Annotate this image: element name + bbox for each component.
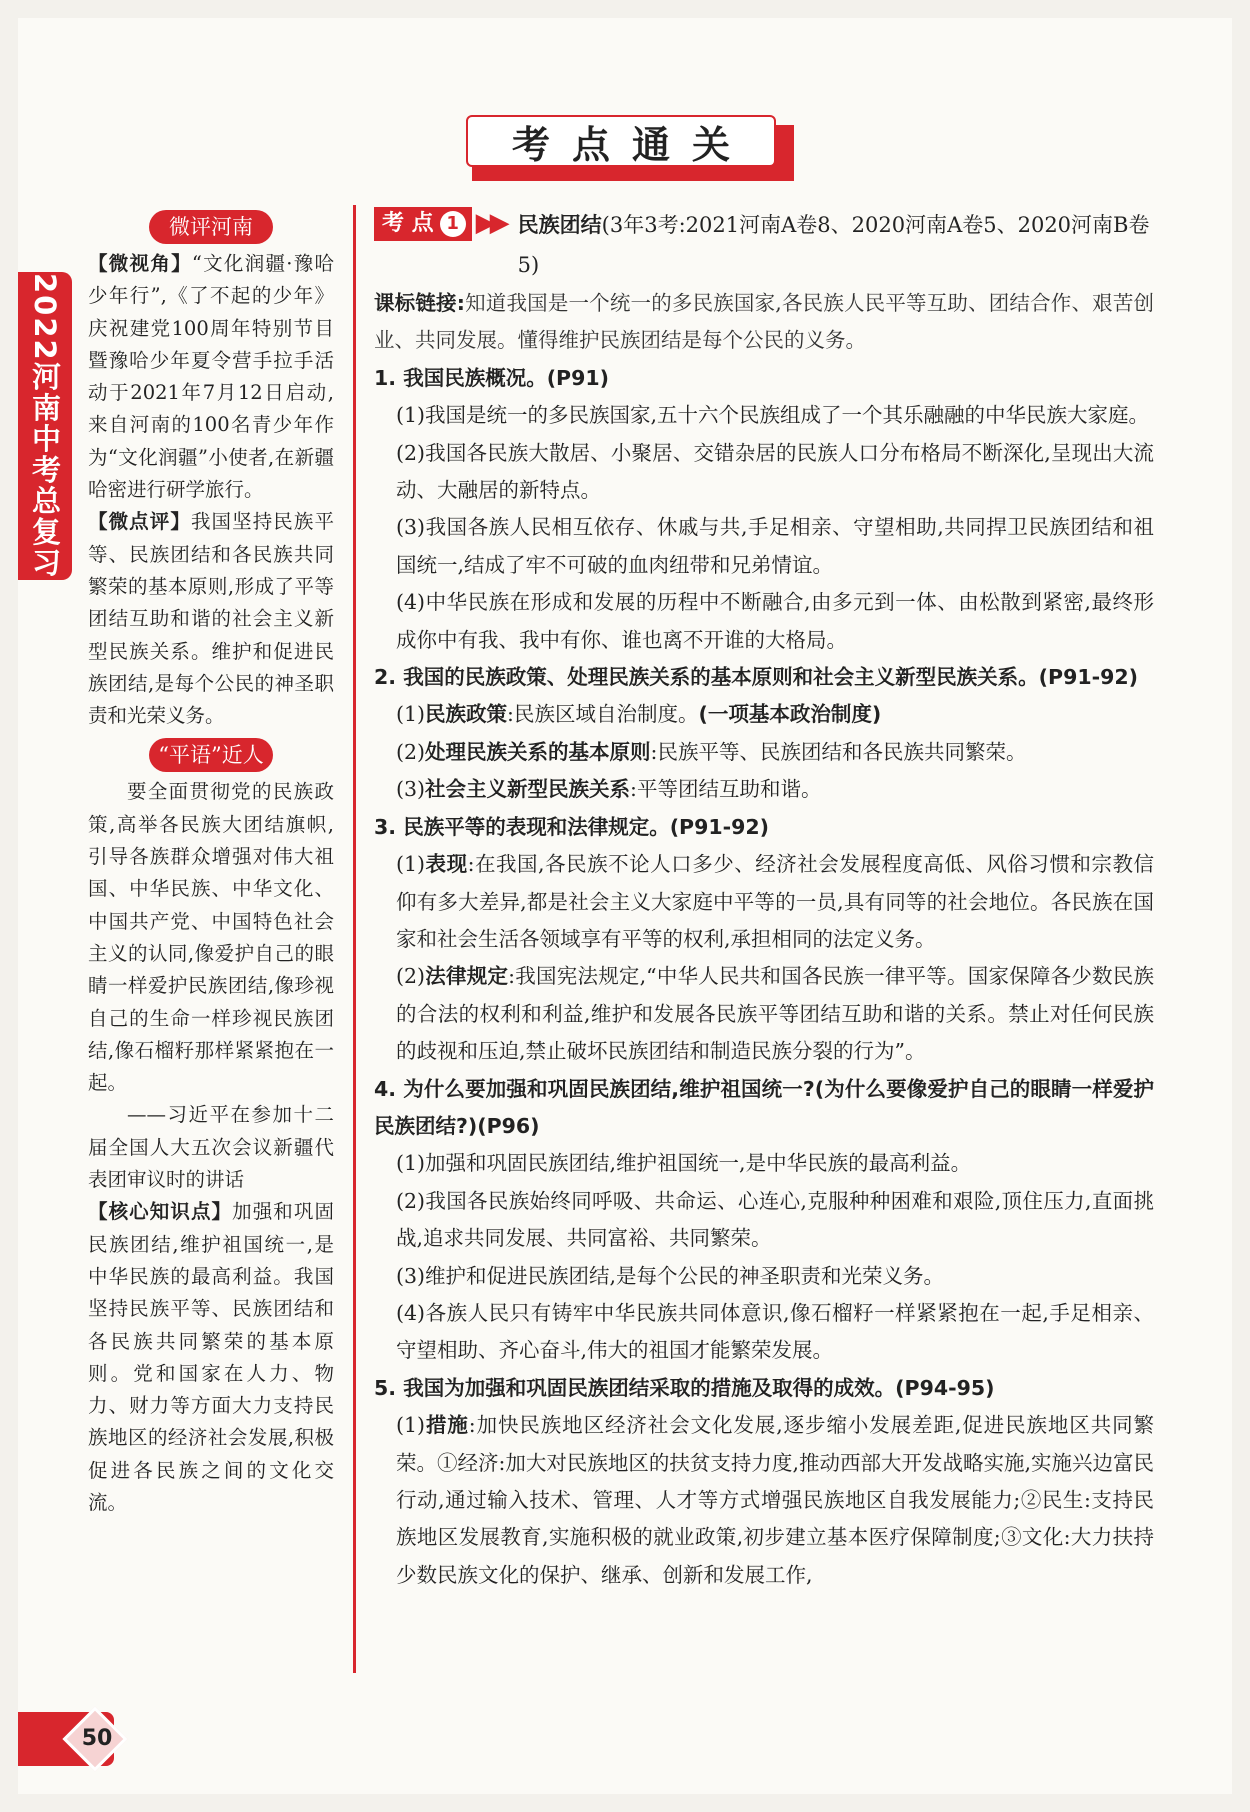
quote-source: ——习近平在参加十二届全国人大五次会议新疆代表团审议时的讲话 — [88, 1103, 334, 1192]
section-5-title: 5. 我国为加强和巩固民族团结采取的措施及取得的成效。(P94-95) — [374, 1375, 995, 1400]
section-1-title: 1. 我国民族概况。(P91) — [374, 365, 609, 390]
item-index: (1) — [396, 702, 426, 727]
kaodian-label: 考 点 — [382, 211, 434, 236]
kaodian-badge — [374, 207, 504, 241]
item-text: :民族平等、民族团结和各民族共同繁荣。 — [650, 739, 1027, 764]
section-2-item — [374, 771, 1154, 808]
section-1-item: (3)我国各族人民相互依存、休戚与共,手足相亲、守望相助,共同捍卫民族团结和祖国统一,结成了牢不可破的血肉纽带和兄弟情谊。 — [396, 515, 1154, 577]
section-4-item: (2)我国各民族始终同呼吸、共命运、心连心,克服种种困难和艰险,顶住压力,直面挑战,追求共同发展、共同富裕、共同繁荣。 — [396, 1188, 1154, 1251]
section-banner — [466, 115, 792, 177]
item-keyword: 民族政策 — [425, 702, 508, 727]
item-keyword: 表现 — [425, 852, 468, 877]
item-index: (1) — [396, 852, 426, 877]
kebiao-link — [374, 285, 1154, 360]
column-divider — [353, 205, 356, 1673]
section-4-item: (4)各族人民只有铸牢中华民族共同体意识,像石榴籽一样紧紧抱在一起,手足相亲、守望相助、齐心奋斗,伟大的祖国才能繁荣发展。 — [396, 1300, 1154, 1363]
item-index: (2) — [396, 964, 426, 989]
weishijiao-text: “文化润疆·豫哈少年行”,《了不起的少年》庆祝建党100周年特别节目暨豫哈少年夏令营手拉手活动于2021年7月12日启动,来自河南的100名青少年作为“文化润疆”小使者,在新疆哈密进行研学旅行。 — [88, 252, 334, 502]
pill-pingyu-jinren: “平语”近人 — [149, 738, 273, 772]
weidianping-paragraph — [88, 506, 334, 732]
pill-weiping-henan: 微评河南 — [149, 210, 273, 244]
kaodian-title — [518, 205, 1154, 285]
section-1-item: (1)我国是统一的多民族国家,五十六个民族组成了一个其乐融融的中华民族大家庭。 — [396, 403, 1150, 428]
section-2-item — [374, 696, 1154, 733]
item-index: (1) — [396, 1413, 426, 1438]
weidianping-label: 【微点评】 — [88, 510, 191, 534]
item-text: :加快民族地区经济社会文化发展,逐步缩小发展差距,促进民族地区共同繁荣。①经济:加大对民族地区的扶贫支持力度,推动西部大开发战略实施,实施兴边富民行动,通过输入技术、管理、人才等方式增强民族地区自我发展能力;②民生:支持民族地区发展教育,实施积极的就业政策,初步建立基本医疗保障制度;③文化:大力扶持少数民族文化的保护、继承、创新和发展工作, — [396, 1413, 1154, 1587]
section-5-item — [374, 1407, 1154, 1594]
weishijiao-paragraph — [88, 248, 334, 506]
item-keyword: 法律规定 — [425, 964, 509, 989]
section-4-item: (1)加强和巩固民族团结,维护祖国统一,是中华民族的最高利益。 — [396, 1151, 972, 1176]
page-number-badge — [66, 1712, 128, 1766]
main-content — [374, 205, 1154, 1594]
section-2-title: 2. 我国的民族政策、处理民族关系的基本原则和社会主义新型民族关系。(P91-92) — [374, 665, 1139, 690]
kebiao-label: 课标链接: — [374, 291, 465, 315]
item-text: :在我国,各民族不论人口多少、经济社会发展程度高低、风俗习惯和宗教信仰有多大差异,都是社会主义大家庭中平等的一员,具有同等的社会地位。各民族在国家和社会生活各领域享有平等的权利,承担相同的法定义务。 — [396, 852, 1155, 951]
kaodian-title-rest: (3年3考:2021河南A卷8、2020河南A卷5、2020河南B卷5) — [517, 213, 1150, 277]
section-3-item — [374, 958, 1154, 1070]
item-text: :民族区域自治制度。 — [507, 702, 699, 727]
section-4-item: (3)维护和促进民族团结,是每个公民的神圣职责和光荣义务。 — [396, 1263, 945, 1288]
item-keyword: 处理民族关系的基本原则 — [425, 739, 651, 764]
section-3-title: 3. 民族平等的表现和法律规定。(P91-92) — [374, 814, 770, 839]
item-keyword: 措施 — [425, 1413, 469, 1438]
weishijiao-label: 【微视角】 — [88, 252, 192, 275]
item-text: :我国宪法规定,“中华人民共和国各民族一律平等。国家保障各少数民族的合法的权利和利益,维护和发展各民族平等团结互助和谐的关系。禁止对任何民族的歧视和压迫,禁止破坏民族团结和制造民族分裂的行为”。 — [396, 964, 1155, 1064]
item-index: (2) — [396, 739, 426, 764]
item-keyword: 社会主义新型民族关系 — [425, 777, 631, 802]
section-1-item: (4)中华民族在形成和发展的历程中不断融合,由多元到一体、由松散到紧密,最终形成你中有我、我中有你、谁也离不开谁的大格局。 — [396, 590, 1154, 652]
page-title: 考点通关 — [466, 115, 776, 167]
item-text: :平等团结互助和谐。 — [630, 777, 822, 802]
section-3-item — [374, 846, 1154, 958]
kaodian-title-bold: 民族团结 — [517, 213, 602, 237]
left-sidebar — [88, 210, 334, 1519]
kebiao-text: 知道我国是一个统一的多民族国家,各民族人民平等互助、团结合作、艰苦创业、共同发展。懂得维护民族团结是每个公民的义务。 — [374, 291, 1155, 353]
section-2-item — [374, 734, 1154, 771]
section-1-item: (2)我国各民族大散居、小聚居、交错杂居的民族人口分布格局不断深化,呈现出大流动、大融居的新特点。 — [396, 440, 1154, 503]
kaodian-number: 1 — [440, 211, 466, 237]
item-note: (一项基本政治制度) — [698, 702, 882, 727]
core-paragraph — [88, 1196, 334, 1519]
section-4-title: 4. 为什么要加强和巩固民族团结,维护祖国统一?(为什么要像爱护自己的眼睛一样爱护民族团结?)(P96) — [374, 1076, 1154, 1138]
kaodian-box — [374, 207, 472, 241]
weidianping-text: 我国坚持民族平等、民族团结和各民族共同繁荣的基本原则,形成了平等团结互助和谐的社会主义新型民族关系。维护和促进民族团结,是每个公民的神圣职责和光荣义务。 — [88, 510, 334, 728]
side-tab-label: 2022河南中考总复习 — [18, 272, 72, 580]
double-arrow-icon: ▶▶ — [475, 208, 504, 239]
item-index: (3) — [396, 777, 426, 802]
quote-text: 要全面贯彻党的民族政策,高举各民族大团结旗帜,引导各族群众增强对伟大祖国、中华民族、中华文化、中国共产党、中国特色社会主义的认同,像爱护自己的眼睛一样爱护民族团结,像珍视自己的生命一样珍视民族团结,像石榴籽那样紧紧抱在一起。 — [88, 780, 334, 1095]
core-label: 【核心知识点】 — [88, 1200, 233, 1224]
kaodian-header — [374, 205, 1154, 285]
core-text: 加强和巩固民族团结,维护祖国统一,是中华民族的最高利益。我国坚持民族平等、民族团结和各民族共同繁荣的基本原则。党和国家在人力、物力、财力等方面大力支持民族地区的经济社会发展,积极促进各民族之间的文化交流。 — [88, 1200, 334, 1514]
page-number: 50 — [81, 1726, 113, 1751]
